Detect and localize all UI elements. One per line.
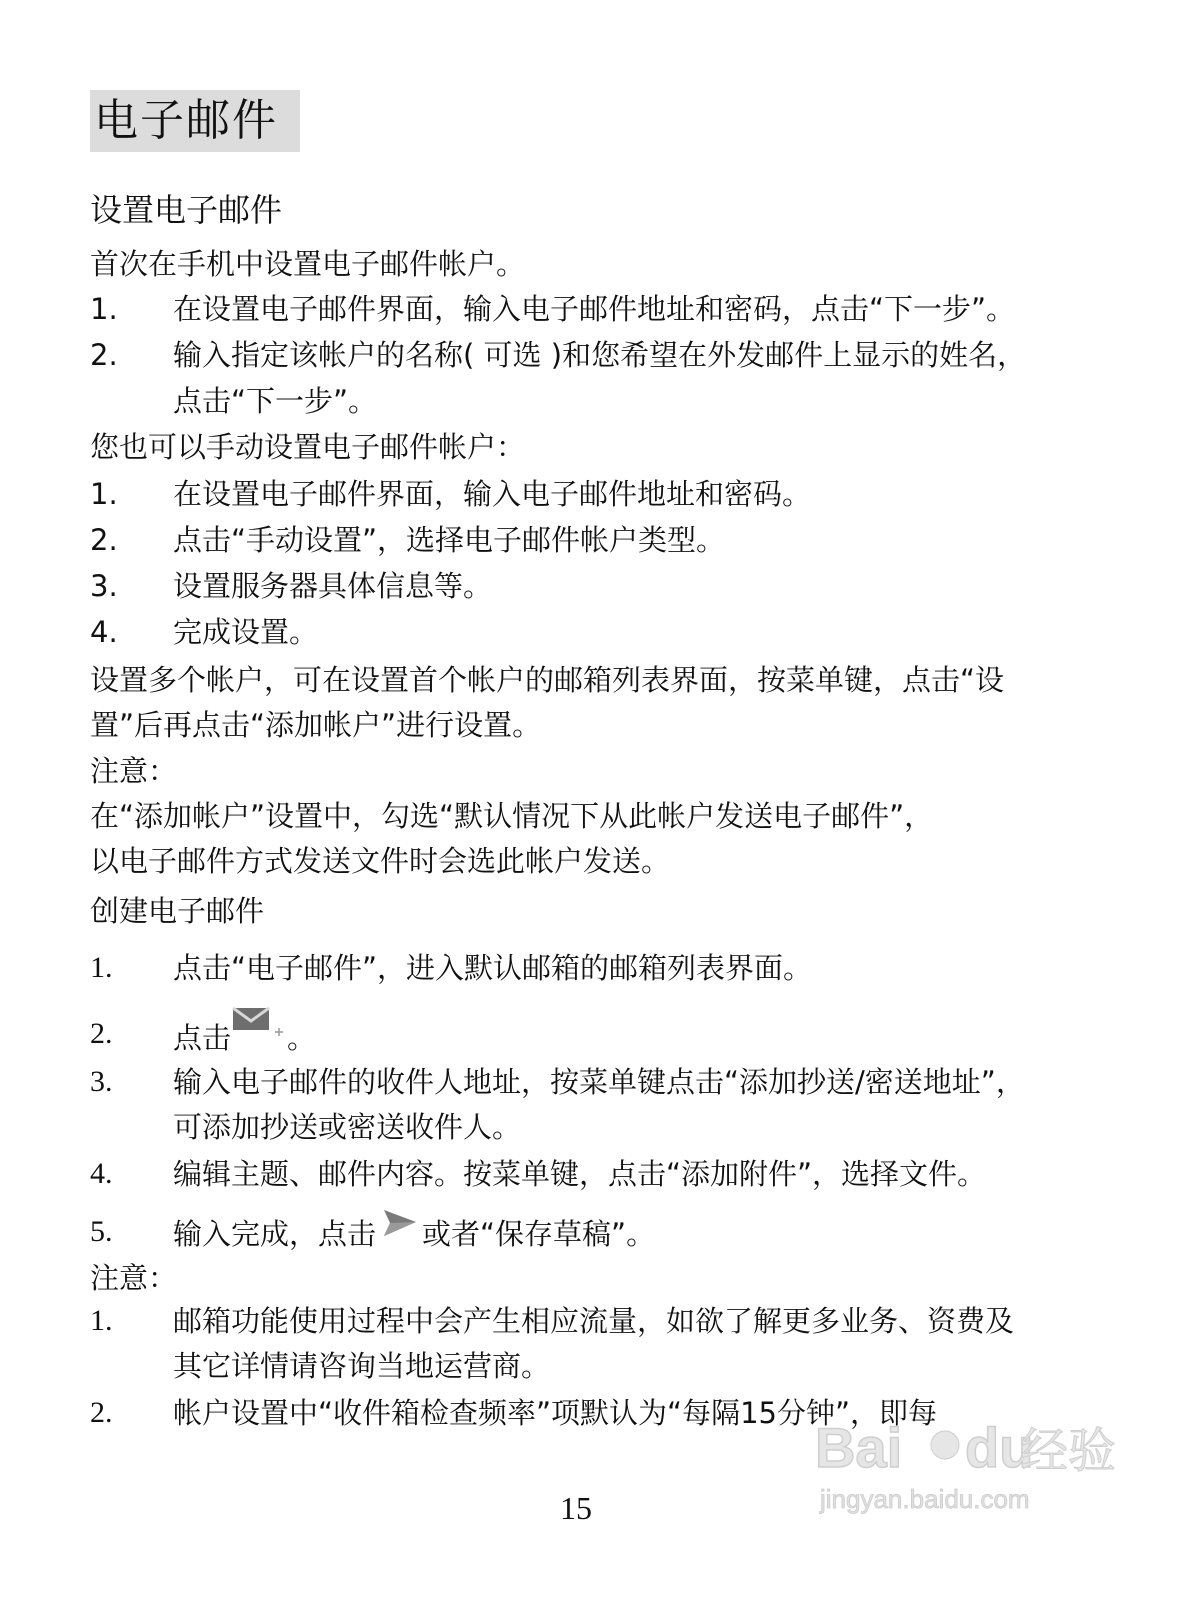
step-number: 3. xyxy=(90,569,118,603)
note-number: 2. xyxy=(90,1396,113,1429)
step-text: 设置服务器具体信息等。 xyxy=(173,569,493,603)
step-text-after: 或者“保存草稿”。 xyxy=(422,1217,656,1251)
step-text: 点击“手动设置”，选择电子邮件帐户类型。 xyxy=(173,523,726,557)
step-text: 在设置电子邮件界面，输入电子邮件地址和密码。 xyxy=(173,477,812,511)
multi-account-text: 设置多个帐户，可在设置首个帐户的邮箱列表界面，按菜单键，点击“设 xyxy=(90,663,1005,697)
note-text: 邮箱功能使用过程中会产生相应流量，如欲了解更多业务、资费及 xyxy=(173,1304,1015,1338)
step-text xyxy=(173,1016,316,1064)
baidu-watermark xyxy=(815,1405,1115,1525)
note-text-continued: 以电子邮件方式发送文件时会选此帐户发送。 xyxy=(90,844,671,878)
step-number: 1. xyxy=(90,951,113,984)
step-text: 完成设置。 xyxy=(173,615,319,649)
step-number: 3. xyxy=(90,1065,113,1098)
note-label: 注意： xyxy=(90,754,178,788)
step-text-continued: 可添加抄送或密送收件人。 xyxy=(173,1110,522,1144)
step-text: 编辑主题、邮件内容。按菜单键，点击“添加附件”，选择文件。 xyxy=(173,1157,987,1191)
note-text: 在“添加帐户”设置中，勾选“默认情况下从此帐户发送电子邮件”， xyxy=(90,799,934,833)
step-number: 2. xyxy=(90,1017,113,1050)
step-text-continued: 点击“下一步”。 xyxy=(173,384,378,418)
page-number: 15 xyxy=(560,1490,592,1526)
note-text-continued: 其它详情请咨询当地运营商。 xyxy=(173,1349,551,1383)
step-text: 点击“电子邮件”，进入默认邮箱的邮箱列表界面。 xyxy=(173,951,813,985)
note-label: 注意： xyxy=(90,1261,178,1295)
send-icon xyxy=(382,1206,418,1250)
svg-text:du: du xyxy=(965,1416,1034,1479)
step-text: 输入电子邮件的收件人地址，按菜单键点击“添加抄送/密送地址”， xyxy=(173,1065,1025,1099)
note-number: 1. xyxy=(90,1304,113,1337)
manual-intro: 您也可以手动设置电子邮件帐户： xyxy=(90,430,526,464)
step-text: 输入指定该帐户的名称( 可选 )和您希望在外发邮件上显示的姓名， xyxy=(173,338,1027,372)
step-number: 2. xyxy=(90,338,118,372)
multi-account-text-continued: 置”后再点击“添加帐户”进行设置。 xyxy=(90,708,542,742)
step-text-before: 点击 xyxy=(173,1021,232,1055)
step-number: 4. xyxy=(90,1157,113,1190)
setup-intro: 首次在手机中设置电子邮件帐户。 xyxy=(90,247,526,281)
step-text-after: 。 xyxy=(287,1021,317,1055)
compose-mail-icon xyxy=(231,1002,287,1050)
step-number: 1. xyxy=(90,477,118,511)
watermark-url: jingyan.baidu.com xyxy=(820,1484,1030,1514)
section-heading-setup: 设置电子邮件 xyxy=(90,191,283,229)
step-text xyxy=(173,1214,655,1258)
svg-text:经验: 经验 xyxy=(1020,1423,1115,1479)
note-text: 帐户设置中“收件箱检查频率”项默认为“每隔15分钟”，即每 xyxy=(173,1396,937,1430)
section-heading-create: 创建电子邮件 xyxy=(90,894,265,928)
step-text-before: 输入完成，点击 xyxy=(173,1217,377,1251)
step-text: 在设置电子邮件界面，输入电子邮件地址和密码，点击“下一步”。 xyxy=(173,292,1016,326)
step-number: 1. xyxy=(90,292,118,326)
step-number: 5. xyxy=(90,1215,113,1248)
step-number: 4. xyxy=(90,615,118,649)
step-number: 2. xyxy=(90,523,118,557)
page-title: 电子邮件 xyxy=(94,95,278,146)
svg-text:Bai: Bai xyxy=(815,1416,903,1479)
